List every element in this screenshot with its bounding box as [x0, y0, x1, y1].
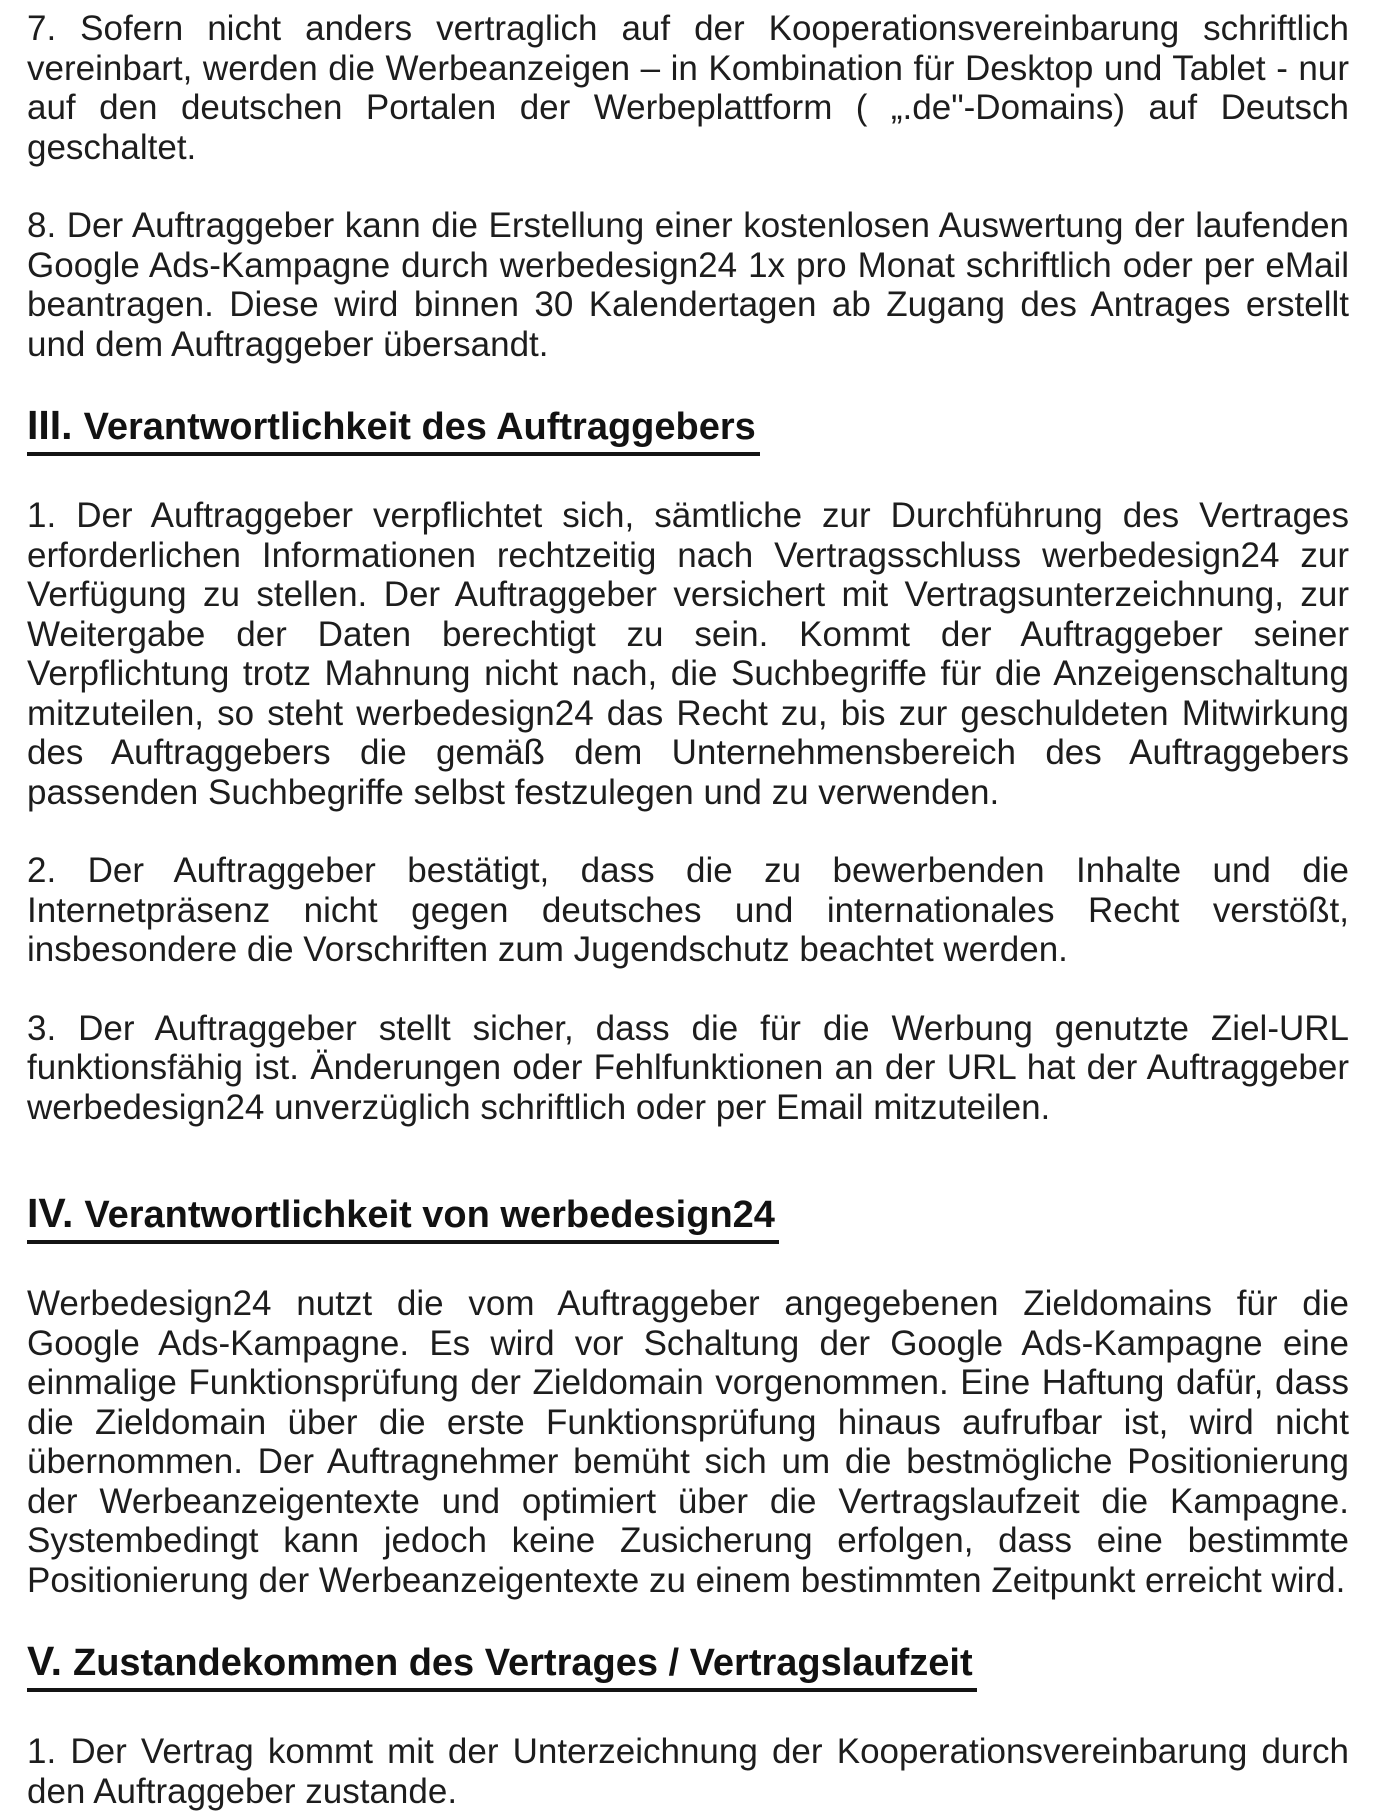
section-heading-v	[27, 1638, 1349, 1692]
paragraph-iii-3: 3. Der Auftraggeber stellt sicher, dass die für die Werbung genutzte Ziel-URL funktionsfähig ist. Änderungen oder Fehlfunktionen an der URL hat der Auftraggeber werbedesign24 unverzüglich schriftlich oder per Email mitzuteilen.	[27, 1008, 1349, 1127]
section-heading-iv	[27, 1190, 1349, 1244]
section-heading-underline	[27, 402, 760, 456]
paragraph-iii-1: 1. Der Auftraggeber verpflichtet sich, sämtliche zur Durchführung des Vertrages erforderlichen Informationen rechtzeitig nach Vertragsschluss werbedesign24 zur Verfügung zu stellen. Der Auftraggeber versichert mit Vertragsunterzeichnung, zur Weitergabe der Daten berechtigt zu sein. Kommt der Auftraggeber seiner Verpflichtung trotz Mahnung nicht nach, die Suchbegriffe für die Anzeigenschaltung mitzuteilen, so steht werbedesign24 das Recht zu, bis zur geschuldeten Mitwirkung des Auftraggebers die gemäß dem Unternehmensbereich des Auftraggebers passenden Suchbegriffe selbst festzulegen und zu verwenden.	[27, 496, 1349, 812]
paragraph-v-1: 1. Der Vertrag kommt mit der Unterzeichnung der Kooperationsvereinbarung durch den Auftraggeber zustande.	[27, 1732, 1349, 1811]
paragraph-iii-2: 2. Der Auftraggeber bestätigt, dass die zu bewerbenden Inhalte und die Internetpräsenz nicht gegen deutsches und internationales Recht verstößt, insbesondere die Vorschriften zum Jugendschutz beachtet werden.	[27, 851, 1349, 969]
paragraph-clause-7: 7. Sofern nicht anders vertraglich auf der Kooperationsvereinbarung schriftlich vereinbart, werden die Werbeanzeigen – in Kombination für Desktop und Tablet - nur auf den deutschen Portalen der Werbeplattform ( „.de"-Domains) auf Deutsch geschaltet.	[27, 9, 1349, 167]
section-numeral: V.	[27, 1638, 62, 1684]
paragraph-iv-1: Werbedesign24 nutzt die vom Auftraggeber angegebenen Zieldomains für die Google Ads-Kampagne. Es wird vor Schaltung der Google Ads-Kampagne eine einmalige Funktionsprüfung der Zieldomain vorgenommen. Eine Haftung dafür, dass die Zieldomain über die erste Funktionsprüfung hinaus aufrufbar ist, wird nicht übernommen. Der Auftragnehmer bemüht sich um die bestmögliche Positionierung der Werbeanzeigentexte und optimiert über die Vertragslaufzeit die Kampagne. Systembedingt kann jedoch keine Zusicherung erfolgen, dass eine bestimmte Positionierung der Werbeanzeigentexte zu einem bestimmten Zeitpunkt erreicht wird.	[27, 1284, 1349, 1600]
document-page	[27, 9, 1349, 1811]
section-title: Verantwortlichkeit von werbedesign24	[84, 1194, 775, 1236]
section-heading-iii	[27, 402, 1349, 456]
section-numeral: IV.	[27, 1190, 74, 1236]
section-numeral: III.	[27, 402, 73, 448]
section-title: Verantwortlichkeit des Auftraggebers	[83, 406, 756, 448]
section-heading-underline	[27, 1638, 977, 1692]
section-title: Zustandekommen des Vertrages / Vertragslaufzeit	[72, 1642, 973, 1684]
paragraph-clause-8: 8. Der Auftraggeber kann die Erstellung einer kostenlosen Auswertung der laufenden Google Ads-Kampagne durch werbedesign24 1x pro Monat schriftlich oder per eMail beantragen. Diese wird binnen 30 Kalendertagen ab Zugang des Antrages erstellt und dem Auftraggeber übersandt.	[27, 206, 1349, 364]
section-heading-underline	[27, 1190, 779, 1244]
